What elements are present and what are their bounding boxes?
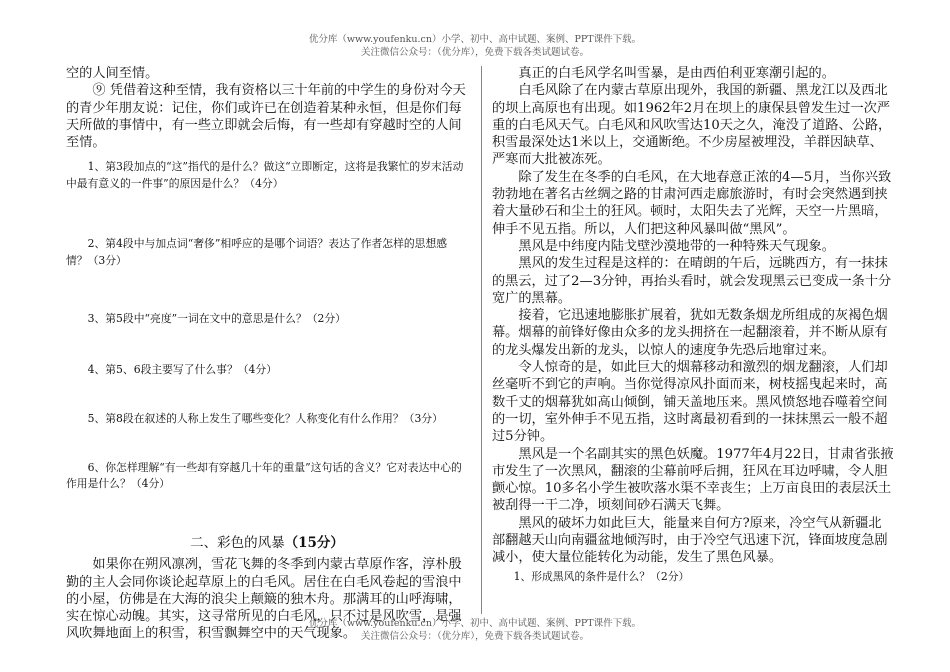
right-paragraph-9: 黑风的破坏力如此巨大，能量来自何方?原来，冷空气从新疆北部翻越天山向南疆盆地倾泻时，由于冷空气迅速下沉，锋面坡度急剧减小，使大量位能转化为动能，发生了黑色风暴。 [492, 515, 888, 566]
section-intro: 如果你在朔风凛冽，雪花飞舞的冬季到内蒙古草原作客，淳朴殷勤的主人会同你谈论起草原上的白毛风。居住在白毛风卷起的雪浪中的小屋，仿佛是在大海的浪尖上颠簸的独木舟。那满耳的山呼海啸，实在惊心动魄。其实，这寻常所见的白毛风，只不过是风吹雪，是强风吹舞地面上的积雪，积雪飘舞空中的天气现象。 [66, 557, 462, 642]
right-paragraph-5: 黑风的发生过程是这样的：在晴朗的午后，远眺西方，有一抹抹的黑云，过了2—3分钟，再抬头看时，就会发现黑云已变成一条十分宽广的黑幕。 [492, 256, 892, 306]
right-paragraph-4: 黑风是中纬度内陆戈壁沙漠地带的一种特殊天气现象。 [518, 238, 835, 254]
header-line-1: 优分库（www.youfenku.cn）小学、初中、高中试题、案例、PPT课件下载。 [308, 34, 642, 45]
left-column [66, 65, 468, 643]
footer-line-1: 优分库（www.youfenku.cn）小学、初中、高中试题、案例、PPT课件下载。 [308, 618, 642, 629]
question-5: 5、第8段在叙述的人称上发生了哪些变化？人称变化有什么作用？（3分） [87, 412, 443, 426]
left-top-text: 空的人间至情。 [66, 66, 159, 81]
question-4: 4、第5、6段主要写了什么事？（4分） [87, 362, 278, 376]
paragraph-9: ⑨ 凭借着这种至情，我有资格以三十年前的中学生的身份对今天的青少年朋友说：记住，你们或许已在创造着某种永恒，但是你们每天所做的事情中，有一些立即就会后悔，有一些却有穿越时空的人间至情。 [66, 83, 466, 151]
column-divider [481, 66, 482, 614]
footer-line-2: 关注微信公众号：（优分库），免费下载各类试题试卷。 [360, 631, 589, 642]
right-paragraph-7: 令人惊奇的是，如此巨大的烟幕移动和激烈的烟龙翻滚，人们却丝毫听不到它的声响。当你觉得凉风扑面而来，树枝摇曳起来时，高数千丈的烟幕犹如高山倾倒，铺天盖地压来。黑风愤怒地吞噬着空间的一切，室外伸手不见五指，这时离最初看到的一抹抹黑云一般不超过5分钟。 [492, 360, 888, 445]
right-paragraph-6: 接着，它迅速地膨胀扩展着，犹如无数条烟龙所组成的灰褐色烟幕。烟幕的前锋好像由众多的龙头拥挤在一起翻滚着，并不断从原有的龙头爆发出新的龙头，以惊人的速度争先恐后地窜过来。 [492, 308, 888, 358]
page-footer [0, 617, 950, 643]
right-column [492, 65, 894, 585]
question-3: 3、第5段中“亮度”一词在文中的意思是什么？（2分） [87, 312, 346, 326]
right-question-1: 1、形成黑风的条件是什么？（2分） [513, 569, 690, 583]
right-paragraph-2: 白毛风除了在内蒙古草原出现外，我国的新疆、黑龙江以及西北的坝上高原也有出现。如1962年2月在坝上的康保县曾发生过一次严重的白毛风天气。白毛风和风吹雪达10天之久，淹没了道路、公路，积雪最深处达1米以上，交通断绝。不少房屋被埋没，羊群因缺草、严寒而大批被冻死。 [492, 83, 892, 168]
right-paragraph-1: 真正的白毛风学名叫雪暴，是由西伯利亚寒潮引起的。 [518, 66, 835, 81]
section-title: 二、彩色的风暴 [190, 534, 285, 551]
right-paragraph-8: 黑风是一个名副其实的黑色妖魔。1977年4月22日，甘肃省张掖市发生了一次黑风，翻滚的尘幕前呼后拥，狂风在耳边呼啸，令人胆颤心惊。10多名小学生被吹落水渠不幸丧生；上万亩良田的表层沃土被刮得一干二净，顷刻间砂石满天飞舞。 [492, 446, 894, 514]
question-1: 1、第3段加点的“这”指代的是什么？做这“立即断定，这将是我繁忙的岁末活动中最有意义的一件事”的原因是什么？（4分） [66, 160, 464, 190]
header-line-2: 关注微信公众号：（优分库），免费下载各类试题试卷。 [360, 47, 589, 58]
section-heading [66, 535, 468, 552]
question-2: 2、第4段中与加点词“奢侈”相呼应的是哪个词语？表达了作者怎样的思想感情？（3分） [66, 237, 448, 267]
question-6: 6、你怎样理解“有一些却有穿越几十年的重量”这句话的含义？它对表达中心的作用是什么？（4分） [66, 460, 462, 491]
section-score: （15分） [284, 534, 344, 551]
page-header [0, 33, 950, 59]
right-paragraph-3: 除了发生在冬季的白毛风，在大地春意正浓的4—5月，当你兴致勃勃地在著名古丝绸之路的甘肃河西走廊旅游时，有时会突然遇到挟着大量砂石和尘土的狂风。顿时，太阳失去了光辉，天空一片黑暗，伸手不见五指。所以，人们把这种风暴叫做“黑风”。 [492, 169, 892, 237]
